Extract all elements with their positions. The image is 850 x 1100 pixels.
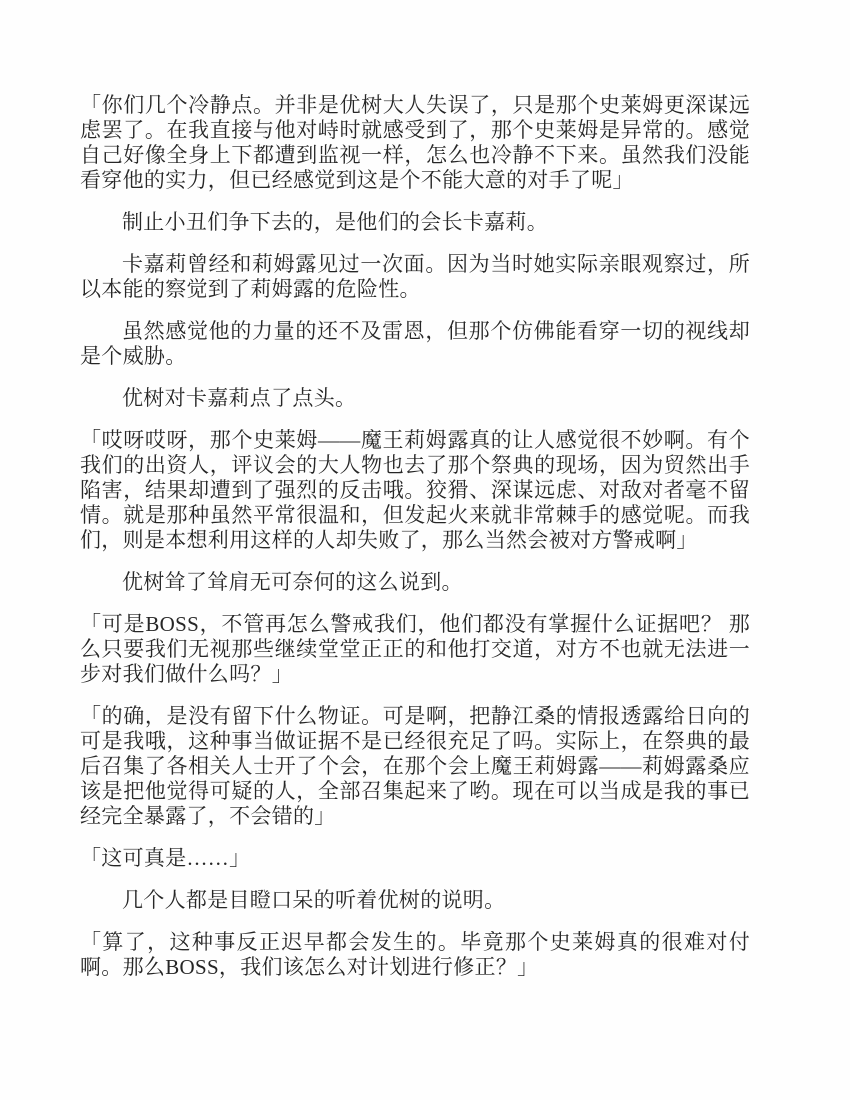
narration-paragraph: 优树对卡嘉莉点了点头。: [122, 386, 357, 410]
dialogue-paragraph: 「哎呀哎呀，那个史莱姆——魔王莉姆露真的让人感觉很不妙啊。有个我们的出资人，评议会的大人物也去了那个祭典的现场，因为贸然出手陷害，结果却遭到了强烈的反击哦。狡猾、深谋远虑、对敌对者毫不留情。就是那种虽然平常很温和，但发起火来就非常棘手的感觉呢。而我们，则是本想利用这样的人却失败了，那么当然会被对方警戒啊」: [80, 428, 750, 552]
dialogue-paragraph: 「可是BOSS，不管再怎么警戒我们，他们都没有掌握什么证据吧？ 那么只要我们无视那些继续堂堂正正的和他打交道，对方不也就无法进一步对我们做什么吗？」: [80, 612, 750, 686]
dialogue-paragraph: 「算了，这种事反正迟早都会发生的。毕竟那个史莱姆真的很难对付啊。那么BOSS，我们该怎么对计划进行修正？」: [80, 930, 750, 979]
dialogue-paragraph: 「的确，是没有留下什么物证。可是啊，把静江桑的情报透露给日向的可是我哦，这种事当做证据不是已经很充足了吗。实际上，在祭典的最后召集了各相关人士开了个会，在那个会上魔王莉姆露——莉姆露桑应该是把他觉得可疑的人，全部召集起来了哟。现在可以当成是我的事已经完全暴露了，不会错的」: [80, 704, 750, 828]
narration-paragraph: 优树耸了耸肩无可奈何的这么说到。: [122, 570, 463, 594]
narration-paragraph: 制止小丑们争下去的，是他们的会长卡嘉莉。: [122, 210, 548, 234]
dialogue-paragraph: 「你们几个冷静点。并非是优树大人失误了，只是那个史莱姆更深谋远虑罢了。在我直接与他对峙时就感受到了，那个史莱姆是异常的。感觉自己好像全身上下都遭到监视一样，怎么也冷静不下来。虽然我们没能看穿他的实力，但已经感觉到这是个不能大意的对手了呢」: [80, 93, 750, 192]
narration-paragraph: 卡嘉莉曾经和莉姆露见过一次面。因为当时她实际亲眼观察过，所以本能的察觉到了莉姆露的危险性。: [80, 252, 750, 301]
dialogue-paragraph: 「这可真是……」: [80, 846, 251, 870]
narration-paragraph: 几个人都是目瞪口呆的听着优树的说明。: [122, 888, 506, 912]
narration-paragraph: 虽然感觉他的力量的还不及雷恩，但那个仿佛能看穿一切的视线却是个威胁。: [80, 319, 750, 368]
